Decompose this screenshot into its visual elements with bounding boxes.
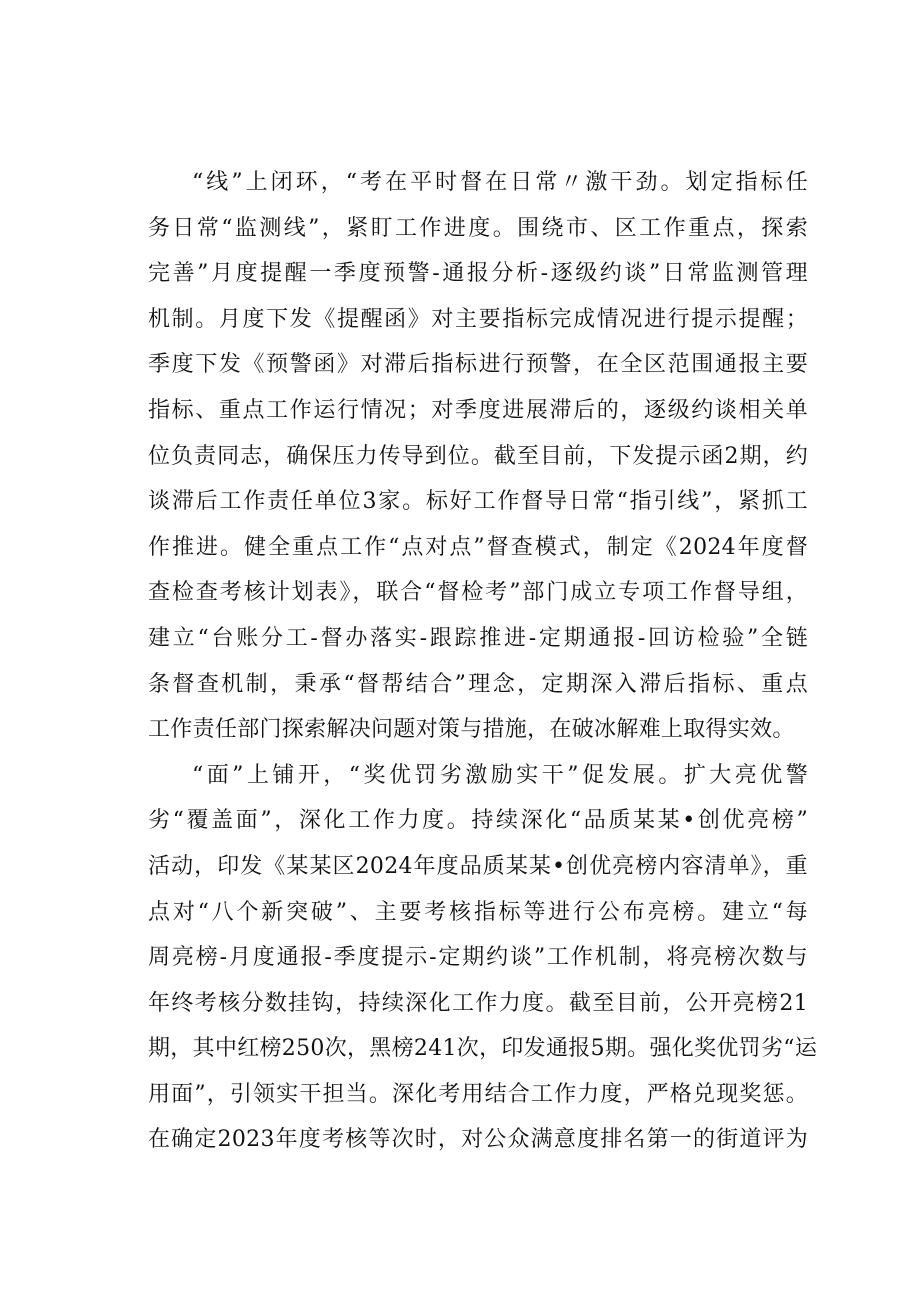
paragraph-2-line-8: 用面”，引领实干担当。深化考用结合工作力度，严格兑现奖惩。 (148, 1081, 808, 1107)
paragraph-2-line-9: 在确定2023年度考核等次时，对公众满意度排名第一的街道评为 (148, 1127, 808, 1153)
paragraph-1-line-12: 条督查机制，秉承“督帮结合”理念，定期深入滞后指标、重点 (148, 671, 808, 697)
paragraph-1-line-9: 作推进。健全重点工作“点对点”督查模式，制定《2024年度督 (148, 534, 808, 560)
paragraph-1-line-11: 建立“台账分工-督办落实-跟踪推进-定期通报-回访检验”全链 (148, 625, 808, 651)
paragraph-2-line-3: 活动，印发《某某区2024年度品质某某•创优亮榜内容清单》，重 (148, 853, 808, 879)
paragraph-2-line-4: 点对“八个新突破”、主要考核指标等进行公布亮榜。建立“每 (148, 899, 808, 925)
paragraph-2-line-6: 年终考核分数挂钩，持续深化工作力度。截至目前，公开亮榜21 (148, 990, 808, 1016)
paragraph-1-line-3: 完善”月度提醒一季度预警-通报分析-逐级约谈”日常监测管理 (148, 261, 808, 287)
paragraph-1-line-7: 位负责同志，确保压力传导到位。截至目前，下发提示函2期，约 (148, 443, 808, 469)
paragraph-1-line-5: 季度下发《预警函》对滞后指标进行预警，在全区范围通报主要 (148, 352, 808, 378)
paragraph-2-line-2: 劣“覆盖面”，深化工作力度。持续深化“品质某某•创优亮榜” (148, 808, 808, 834)
paragraph-1-line-13: 工作责任部门探索解决问题对策与措施，在破冰解难上取得实效。 (148, 717, 795, 743)
body-text (148, 160, 818, 1163)
paragraph-1-line-2: 务日常“监测线”，紧盯工作进度。围绕市、区工作重点，探索 (148, 215, 808, 241)
paragraph-2-line-5: 周亮榜-月度通报-季度提示-定期约谈”工作机制，将亮榜次数与 (148, 945, 808, 971)
paragraph-2-line-7: 期，其中红榜250次，黑榜241次，印发通报5期。强化奖优罚劣“运 (148, 1036, 818, 1062)
paragraph-1-line-8: 谈滞后工作责任单位3家。标好工作督导日常“指引线”，紧抓工 (148, 489, 808, 515)
paragraph-1-line-1: “线”上闭环，“考在平时督在日常〃激干劲。划定指标任 (192, 170, 808, 195)
paragraph-2-line-1: “面”上铺开，“奖优罚劣激励实干”促发展。扩大亮优警 (192, 762, 808, 788)
paragraph-1-line-10: 查检查考核计划表》，联合“督检考”部门成立专项工作督导组， (148, 580, 808, 606)
paragraph-1-line-6: 指标、重点工作运行情况；对季度进展滞后的，逐级约谈相关单 (148, 397, 808, 423)
paragraph-1-line-4: 机制。月度下发《提醒函》对主要指标完成情况进行提示提醒； (148, 306, 808, 332)
